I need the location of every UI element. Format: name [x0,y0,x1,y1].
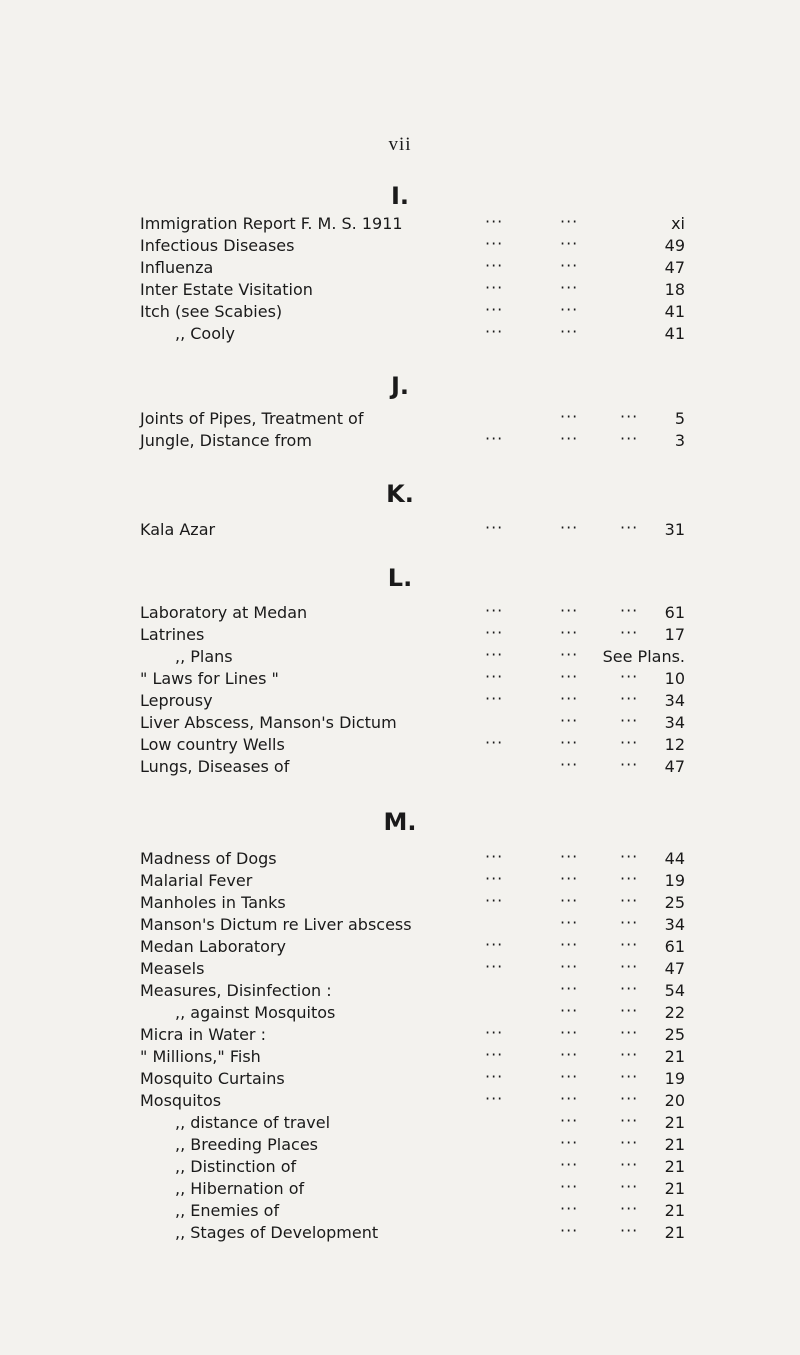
entry-label: Laboratory at Medan [140,603,308,622]
entry-label: ,, Cooly [175,324,235,343]
leader-dots: ··· [560,935,579,954]
entry-label: Leprousy [140,691,213,710]
index-entry [140,691,685,711]
leader-dots: ··· [560,623,579,642]
entry-label: ,, Plans [175,647,233,666]
index-entry [140,409,685,429]
leader-dots: ··· [560,667,579,686]
leader-dots: ··· [620,1023,639,1042]
leader-dots: ··· [485,601,504,620]
leader-dots: ··· [620,733,639,752]
index-entry [140,669,685,689]
leader-dots: ··· [485,212,504,231]
entry-page: 21 [664,1113,685,1132]
leader-dots: ··· [485,935,504,954]
entry-label: Joints of Pipes, Treatment of [140,409,364,428]
leader-dots: ··· [560,1045,579,1064]
index-entry [140,625,685,645]
entry-label: Measures, Disinfection : [140,981,332,1000]
leader-dots: ··· [485,891,504,910]
entry-label: ,, Hibernation of [175,1179,305,1198]
entry-page: 21 [664,1179,685,1198]
entry-page: 34 [664,713,685,732]
entry-page: 21 [664,1047,685,1066]
entry-page: See Plans. [602,647,685,666]
entry-label: Itch (see Scabies) [140,302,283,321]
leader-dots: ··· [560,278,579,297]
leader-dots: ··· [620,935,639,954]
leader-dots: ··· [560,755,579,774]
section-letter-m: M. [383,808,417,836]
leader-dots: ··· [620,1089,639,1108]
entry-label: Jungle, Distance from [140,431,312,450]
entry-page: 19 [664,1069,685,1088]
leader-dots: ··· [560,212,579,231]
leader-dots: ··· [485,234,504,253]
leader-dots: ··· [560,322,579,341]
entry-page: 10 [664,669,685,688]
leader-dots: ··· [560,733,579,752]
index-entry [140,1113,685,1133]
entry-label: Manholes in Tanks [140,893,286,912]
entry-label: Liver Abscess, Manson's Dictum [140,713,397,732]
entry-label: ,, against Mosquitos [175,1003,336,1022]
leader-dots: ··· [485,869,504,888]
page-number: vii [388,134,412,155]
entry-label: Kala Azar [140,520,216,539]
entry-page: 21 [664,1201,685,1220]
entry-page: 54 [664,981,685,1000]
leader-dots: ··· [560,1023,579,1042]
leader-dots: ··· [485,645,504,664]
leader-dots: ··· [560,1067,579,1086]
entry-label: Measels [140,959,205,978]
leader-dots: ··· [560,429,579,448]
entry-label: Influenza [140,258,214,277]
entry-page: 25 [664,893,685,912]
entry-label: Latrines [140,625,205,644]
entry-page: 20 [664,1091,685,1110]
entry-label: Low country Wells [140,735,285,754]
leader-dots: ··· [560,847,579,866]
leader-dots: ··· [620,957,639,976]
entry-page: 41 [664,302,685,321]
leader-dots: ··· [620,667,639,686]
leader-dots: ··· [560,1155,579,1174]
index-entry [140,871,685,891]
leader-dots: ··· [485,256,504,275]
leader-dots: ··· [560,869,579,888]
entry-label: Medan Laboratory [140,937,286,956]
entry-label: " Laws for Lines " [140,669,279,688]
leader-dots: ··· [485,957,504,976]
leader-dots: ··· [620,689,639,708]
index-entry [140,915,685,935]
leader-dots: ··· [560,913,579,932]
leader-dots: ··· [485,667,504,686]
entry-page: 34 [664,915,685,934]
index-entry [140,258,685,278]
index-entry [140,959,685,979]
entry-label: ,, Breeding Places [175,1135,319,1154]
leader-dots: ··· [620,1221,639,1240]
leader-dots: ··· [620,1001,639,1020]
entry-label: ,, Stages of Development [175,1223,379,1242]
entry-label: Madness of Dogs [140,849,277,868]
index-entry [140,647,685,667]
section-letter-i: I. [390,182,410,210]
index-entry [140,757,685,777]
leader-dots: ··· [485,1089,504,1108]
index-entry [140,981,685,1001]
leader-dots: ··· [620,623,639,642]
leader-dots: ··· [620,711,639,730]
entry-page: 17 [664,625,685,644]
leader-dots: ··· [560,1199,579,1218]
leader-dots: ··· [485,1045,504,1064]
entry-page: 21 [664,1135,685,1154]
entry-page: 47 [664,959,685,978]
leader-dots: ··· [560,645,579,664]
index-entry [140,1047,685,1067]
leader-dots: ··· [485,429,504,448]
index-entry [140,603,685,623]
leader-dots: ··· [560,891,579,910]
index-entry [140,520,685,540]
leader-dots: ··· [560,1089,579,1108]
index-entry [140,1201,685,1221]
leader-dots: ··· [620,1155,639,1174]
entry-label: Malarial Fever [140,871,253,890]
index-entry [140,1135,685,1155]
entry-page: 22 [664,1003,685,1022]
leader-dots: ··· [560,1177,579,1196]
leader-dots: ··· [560,1133,579,1152]
entry-page: 21 [664,1223,685,1242]
index-entry [140,1069,685,1089]
leader-dots: ··· [560,256,579,275]
index-entry [140,280,685,300]
entry-label: Mosquitos [140,1091,222,1110]
entry-page: 47 [664,258,685,277]
leader-dots: ··· [560,979,579,998]
leader-dots: ··· [620,1177,639,1196]
leader-dots: ··· [620,518,639,537]
leader-dots: ··· [560,1111,579,1130]
leader-dots: ··· [485,518,504,537]
leader-dots: ··· [485,847,504,866]
index-entry [140,893,685,913]
index-entry [140,214,685,234]
entry-page: 21 [664,1157,685,1176]
index-entry [140,324,685,344]
entry-page: 61 [664,603,685,622]
leader-dots: ··· [620,847,639,866]
index-entry [140,431,685,451]
leader-dots: ··· [560,234,579,253]
leader-dots: ··· [620,1133,639,1152]
entry-label: Manson's Dictum re Liver abscess [140,915,412,934]
index-entry [140,1091,685,1111]
section-letter-j: J. [390,372,410,400]
entry-page: 25 [664,1025,685,1044]
leader-dots: ··· [620,891,639,910]
leader-dots: ··· [560,601,579,620]
index-entry [140,1025,685,1045]
entry-label: Inter Estate Visitation [140,280,313,299]
entry-page: 61 [664,937,685,956]
leader-dots: ··· [560,300,579,319]
index-entry [140,1157,685,1177]
leader-dots: ··· [485,1023,504,1042]
leader-dots: ··· [560,689,579,708]
entry-page: 5 [674,409,685,428]
leader-dots: ··· [620,1111,639,1130]
entry-page: 12 [664,735,685,754]
entry-page: 47 [664,757,685,776]
leader-dots: ··· [560,711,579,730]
entry-page: 41 [664,324,685,343]
section-letter-k: K. [386,480,414,508]
leader-dots: ··· [560,518,579,537]
entry-label: ,, Distinction of [175,1157,297,1176]
leader-dots: ··· [620,429,639,448]
leader-dots: ··· [620,979,639,998]
leader-dots: ··· [485,1067,504,1086]
entry-label: Micra in Water : [140,1025,266,1044]
leader-dots: ··· [485,322,504,341]
leader-dots: ··· [620,913,639,932]
leader-dots: ··· [620,755,639,774]
entry-label: ,, Enemies of [175,1201,280,1220]
leader-dots: ··· [620,1067,639,1086]
index-entry [140,1179,685,1199]
leader-dots: ··· [620,1199,639,1218]
leader-dots: ··· [560,1001,579,1020]
entry-label: " Millions," Fish [140,1047,261,1066]
leader-dots: ··· [485,689,504,708]
index-entry [140,1223,685,1243]
entry-page: 49 [664,236,685,255]
entry-page: xi [671,214,685,233]
index-entry [140,236,685,256]
leader-dots: ··· [485,623,504,642]
entry-label: Mosquito Curtains [140,1069,285,1088]
entry-page: 18 [664,280,685,299]
entry-label: Lungs, Diseases of [140,757,290,776]
index-entry [140,937,685,957]
leader-dots: ··· [560,407,579,426]
entry-page: 3 [674,431,685,450]
entry-page: 31 [664,520,685,539]
leader-dots: ··· [485,300,504,319]
entry-label: Infectious Diseases [140,236,295,255]
section-letter-l: L. [387,564,413,592]
entry-page: 34 [664,691,685,710]
index-entry [140,849,685,869]
leader-dots: ··· [560,1221,579,1240]
index-entry [140,1003,685,1023]
leader-dots: ··· [560,957,579,976]
index-entry [140,302,685,322]
leader-dots: ··· [485,733,504,752]
entry-label: Immigration Report F. M. S. 1911 [140,214,403,233]
entry-page: 44 [664,849,685,868]
leader-dots: ··· [620,601,639,620]
leader-dots: ··· [485,278,504,297]
entry-label: ,, distance of travel [175,1113,331,1132]
entry-page: 19 [664,871,685,890]
leader-dots: ··· [620,869,639,888]
index-entry [140,713,685,733]
leader-dots: ··· [620,1045,639,1064]
leader-dots: ··· [620,407,639,426]
index-entry [140,735,685,755]
